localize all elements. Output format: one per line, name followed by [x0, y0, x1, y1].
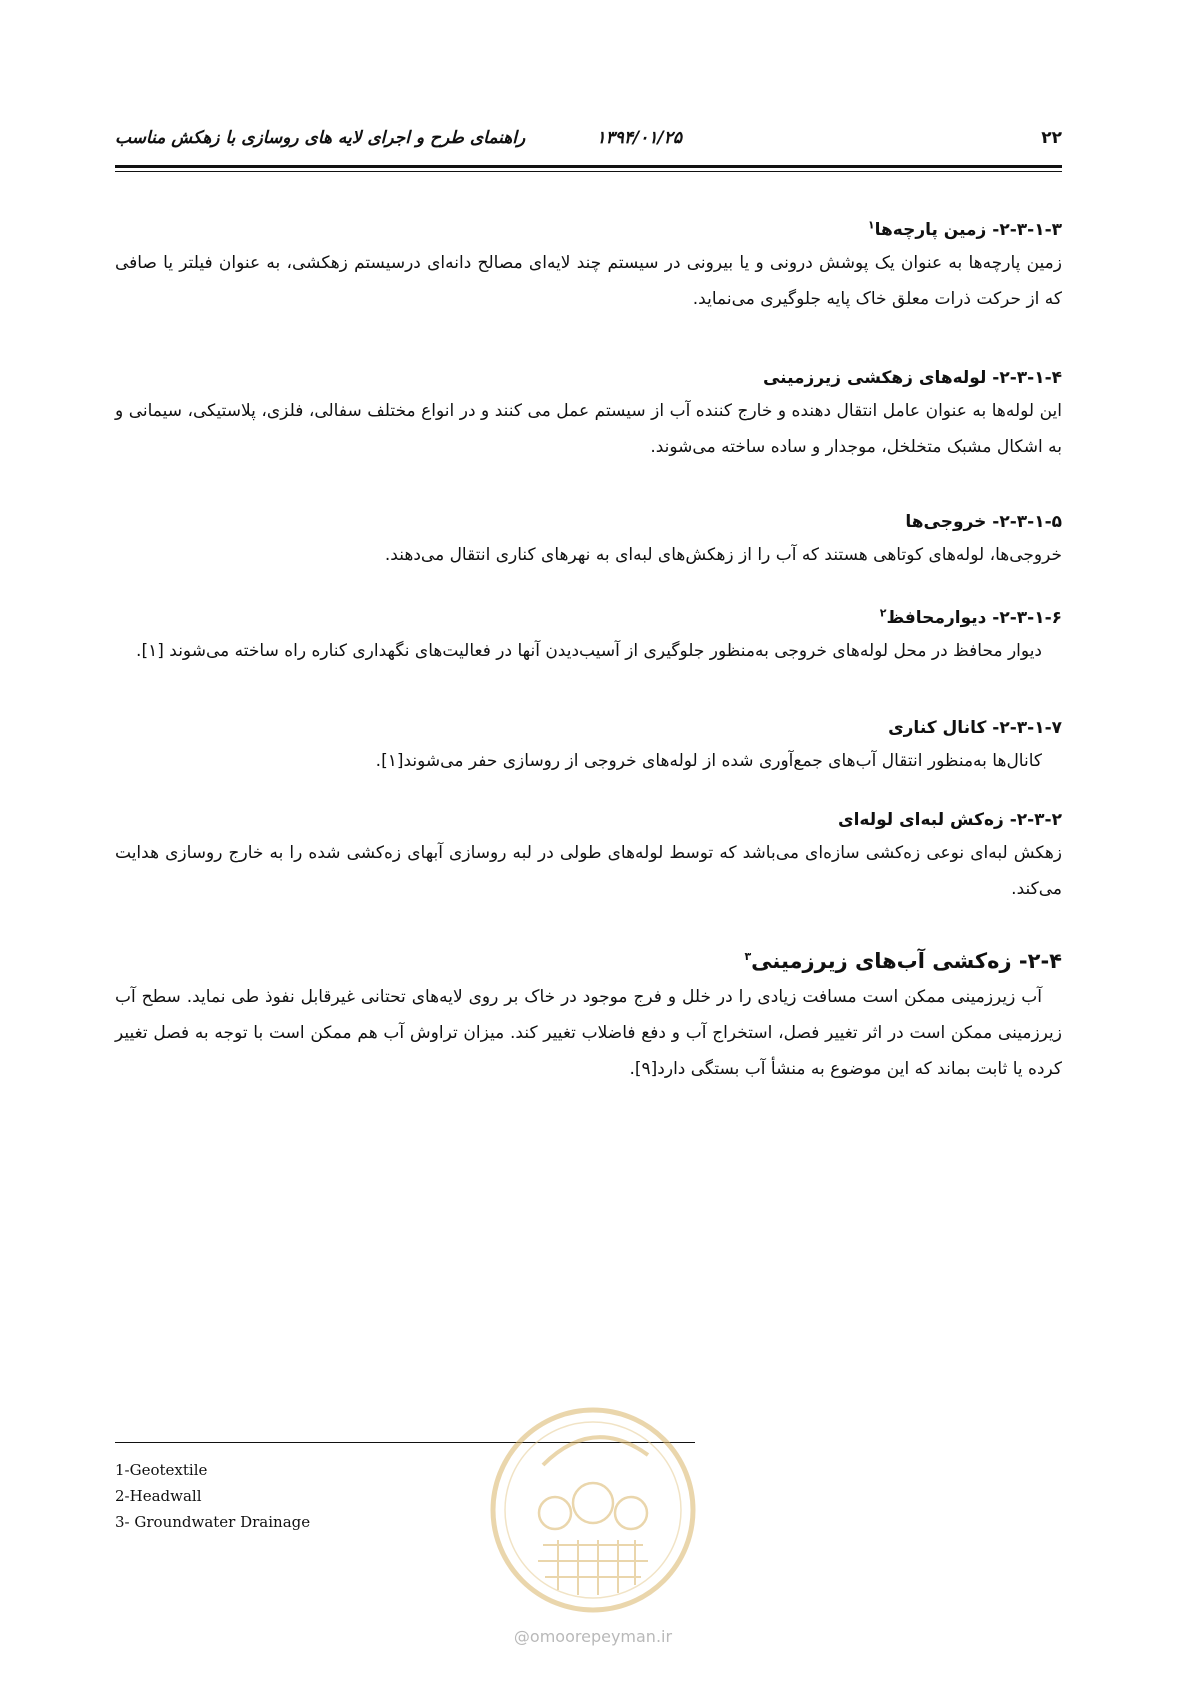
section-outlets [115, 507, 1062, 573]
header-rule-thin [115, 171, 1062, 172]
footnote-2: 2-Headwall [115, 1487, 202, 1505]
footnote-1: 1-Geotextile [115, 1461, 208, 1479]
footnote-ref: ۳ [744, 950, 752, 963]
footnote-3: 3- Groundwater Drainage [115, 1513, 311, 1531]
watermark-seal-icon [483, 1395, 703, 1625]
watermark [483, 1395, 703, 1655]
page-header [115, 124, 1062, 164]
watermark-site-text: @omoorepeyman.ir [513, 1627, 673, 1646]
section-side-channel [115, 713, 1062, 779]
section-body: خروجی‌ها، لوله‌های کوتاهی هستند که آب را از زهکش‌های لبه‌ای به نهرهای کناری انتقال می‌دهند. [384, 545, 1062, 565]
section-heading: ۲-۳-۱-۳- زمین پارچه‌ها$^۱$ [867, 218, 1062, 240]
section-body: این لوله‌ها به عنوان عامل انتقال دهنده و خارج کننده آب از سیستم عمل می کنند و در انواع مختلف سفالی، فلزی، پلاستیکی، سیمانی و به اشکال مشبک متخلخل، موجدار و ساده ساخته می‌شوند. [115, 401, 1062, 457]
footnote-ref: ۱ [867, 218, 875, 232]
section-body: آب زیرزمینی ممکن است مسافت زیادی را در خلل و فرج موجود در خاک بر روی لایه‌های تحتانی غیرقابل نفوذ طی نماید. سطح آب زیرزمینی ممکن است در اثر تغییر فصل، استخراج آب و دفع فاضلاب تغییر کند. میزان تراوش آب هم ممکن است با توجه به فصل تغییر کرده یا ثابت بماند که این موضوع به منشأ آب بستگی دارد[۹]. [115, 987, 1062, 1079]
section-body: زهکش لبه‌ای نوعی زه‌کشی سازه‌ای می‌باشد که توسط لوله‌های طولی در لبه روسازی آبهای زه‌کشی شده را به خارج روسازی هدایت می‌کند. [115, 843, 1062, 899]
section-geotextile [115, 215, 1062, 317]
section-heading: ۲-۳-۱-۷- کانال کناری [888, 718, 1062, 738]
section-groundwater-drainage [115, 943, 1062, 1087]
header-date: ۱۳۹۴/۰۱/۲۵ [596, 128, 682, 148]
section-heading: ۲-۳-۱-۶- دیوارمحافظ$^۲$ [879, 606, 1062, 628]
section-pipe-edge-drain [115, 805, 1062, 907]
header-title: راهنمای طرح و اجرای لایه های روسازی با زهکش مناسب [115, 128, 526, 148]
section-subsurface-pipes [115, 363, 1062, 465]
section-heading: ۲-۳-۲- زه‌کش لبه‌ای لوله‌ای [838, 810, 1062, 830]
page-number: ۲۲ [1041, 128, 1062, 148]
footnote-ref: ۲ [879, 606, 887, 620]
section-heading: ۲-۴- زه‌کشی آب‌های زیرزمینی$^۳$ [744, 949, 1062, 973]
section-heading: ۲-۳-۱-۴- لوله‌های زهکشی زیرزمینی [762, 368, 1062, 388]
section-body: کانال‌ها به‌منظور انتقال آب‌های جمع‌آوری شده از لوله‌های خروجی از روسازی حفر می‌شوند[۱]. [375, 751, 1042, 771]
page-body [115, 215, 1062, 1087]
header-rule-thick [115, 165, 1062, 168]
section-heading: ۲-۳-۱-۵- خروجی‌ها [905, 512, 1062, 532]
section-body: زمین پارچه‌ها به عنوان یک پوشش درونی و یا بیرونی در سیستم چند لایه‌ای مصالح دانه‌ای درسیستم زهکشی، به عنوان فیلتر یا صافی که از حرکت ذرات معلق خاک پایه جلوگیری می‌نماید. [115, 253, 1062, 309]
section-headwall [115, 603, 1062, 669]
footnotes [115, 1457, 310, 1535]
at-icon: @ [513, 1627, 530, 1646]
section-body: دیوار محافظ در محل لوله‌های خروجی به‌منظور جلوگیری از آسیب‌دیدن آنها در فعالیت‌های نگهداری کناره راه ساخته می‌شوند [۱]. [136, 641, 1042, 661]
